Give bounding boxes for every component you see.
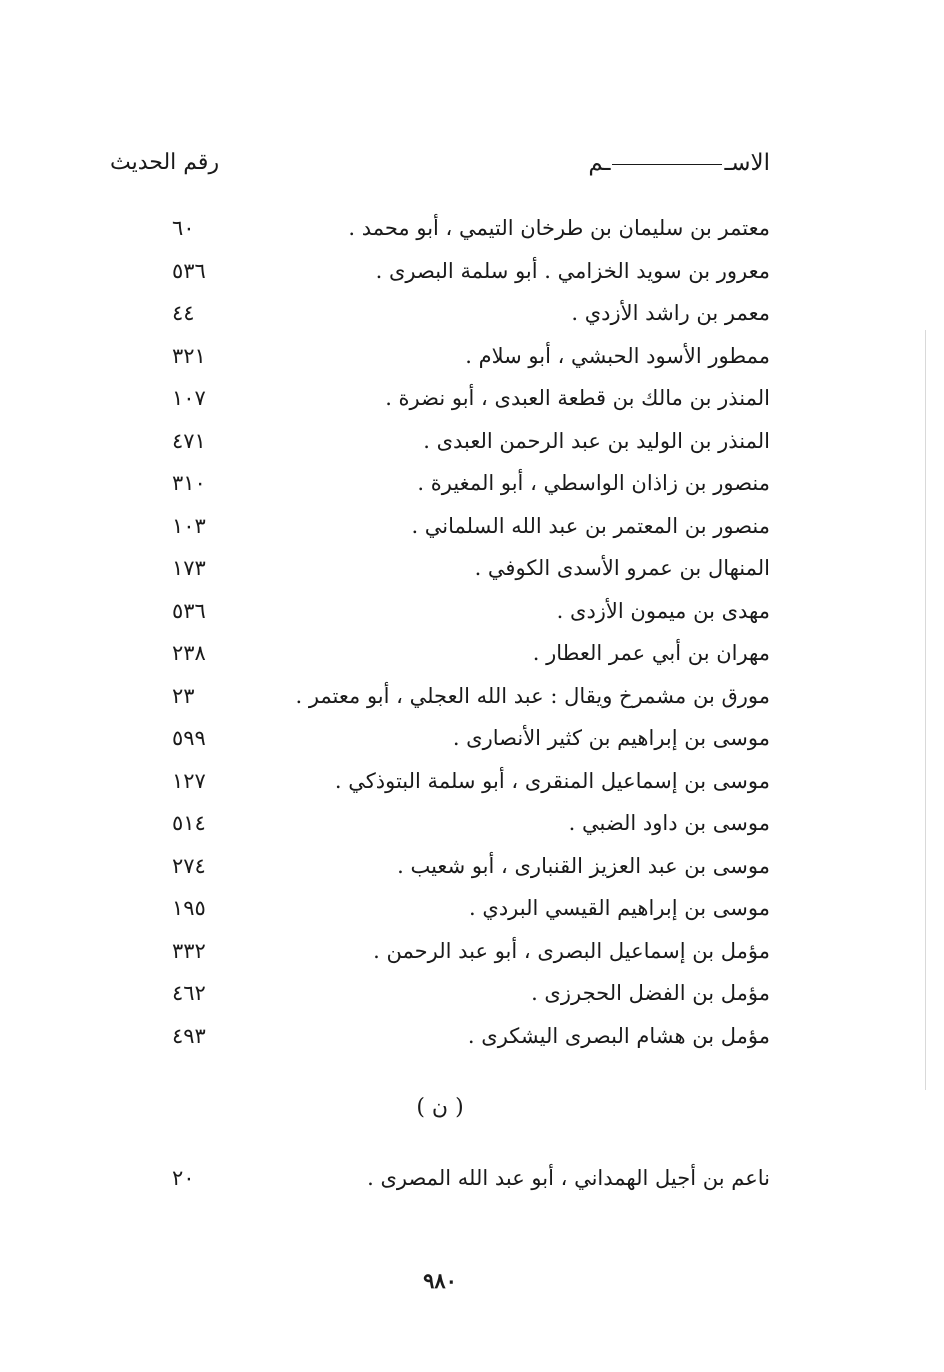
entry-number: ١٩٥ bbox=[172, 896, 206, 920]
entry-number: ٥٣٦ bbox=[172, 598, 206, 623]
entry-number: ٣١٠ bbox=[172, 471, 206, 495]
entry-name: موسى بن إبراهيم بن كثير الأنصارى . bbox=[452, 726, 770, 750]
entry-name: موسى بن عبد العزيز القنبارى ، أبو شعيب . bbox=[397, 853, 770, 878]
entry-number: ١٠٣ bbox=[172, 513, 206, 538]
list-item bbox=[110, 550, 770, 593]
entry-name: مؤمل بن إسماعيل البصرى ، أبو عبد الرحمن . bbox=[373, 938, 770, 963]
heading-tatweel-line bbox=[612, 163, 722, 165]
entry-name: ممطور الأسود الحبشي ، أبو سلام . bbox=[465, 343, 770, 368]
entry-number: ٤٩٣ bbox=[172, 1023, 206, 1048]
entry-number: ٤٧١ bbox=[172, 428, 206, 453]
entry-name: المنذر بن مالك بن قطعة العبدى ، أبو نضرة . bbox=[385, 386, 770, 410]
entry-name: موسى بن إسماعيل المنقرى ، أبو سلمة البتوذكي . bbox=[334, 768, 770, 793]
entry-number: ٥١٤ bbox=[172, 811, 206, 835]
name-heading-end: ـم bbox=[588, 150, 611, 176]
entry-list bbox=[110, 210, 770, 1060]
entry-number: ١٢٧ bbox=[172, 768, 206, 793]
entry-number: ٥٩٩ bbox=[172, 726, 206, 750]
list-item bbox=[110, 805, 770, 848]
entry-number: ٢٣ bbox=[172, 683, 195, 708]
name-column-heading bbox=[588, 150, 770, 176]
entry-number: ١٧٣ bbox=[172, 556, 206, 580]
entry-number: ٣٣٢ bbox=[172, 938, 206, 963]
entry-number: ٢٣٨ bbox=[172, 641, 206, 665]
entry-number: ٢٠ bbox=[172, 1166, 195, 1190]
entry-name: منصور بن المعتمر بن عبد الله السلماني . bbox=[411, 513, 770, 538]
list-item bbox=[110, 380, 770, 423]
entry-name: المنهال بن عمرو الأسدى الكوفي . bbox=[474, 556, 770, 580]
page-number: ٩٨٠ bbox=[423, 1268, 457, 1293]
entry-name: المنذر بن الوليد بن عبد الرحمن العبدى . bbox=[423, 428, 770, 453]
list-item bbox=[110, 593, 770, 636]
entry-name: معمر بن راشد الأزدي . bbox=[571, 301, 770, 325]
list-item bbox=[110, 763, 770, 806]
table-header bbox=[110, 150, 770, 190]
list-item bbox=[110, 1018, 770, 1061]
list-item bbox=[110, 933, 770, 976]
entry-name: معرور بن سويد الخزامي . أبو سلمة البصرى . bbox=[375, 258, 770, 283]
list-item bbox=[110, 890, 770, 933]
list-item bbox=[110, 423, 770, 466]
list-item bbox=[110, 1160, 770, 1203]
list-item bbox=[110, 210, 770, 253]
entry-number: ٤٤ bbox=[172, 301, 195, 325]
section-heading: ( ن ) bbox=[416, 1095, 464, 1120]
entry-name: مؤمل بن هشام البصرى اليشكرى . bbox=[467, 1023, 770, 1048]
list-item bbox=[110, 720, 770, 763]
entry-name: معتمر بن سليمان بن طرخان التيمي ، أبو محمد . bbox=[348, 216, 770, 240]
entry-name: موسى بن داود الضبي . bbox=[568, 811, 770, 835]
entry-number: ١٠٧ bbox=[172, 386, 206, 410]
list-item bbox=[110, 975, 770, 1018]
entry-number: ٣٢١ bbox=[172, 343, 206, 368]
name-heading-start: الاسـ bbox=[724, 150, 770, 176]
entry-number: ٤٦٢ bbox=[172, 981, 206, 1005]
list-item bbox=[110, 338, 770, 381]
entry-name: مهدى بن ميمون الأزدى . bbox=[556, 598, 770, 623]
list-item bbox=[110, 508, 770, 551]
entry-number: ٦٠ bbox=[172, 216, 195, 240]
entry-number: ٢٧٤ bbox=[172, 853, 206, 878]
entry-name: مورق بن مشمرخ ويقال : عبد الله العجلي ، أبو معتمر . bbox=[295, 683, 770, 708]
list-item bbox=[110, 678, 770, 721]
scan-margin-line bbox=[925, 330, 926, 1090]
list-item bbox=[110, 848, 770, 891]
list-item bbox=[110, 635, 770, 678]
entry-number: ٥٣٦ bbox=[172, 258, 206, 283]
entry-name: مؤمل بن الفضل الحجرزى . bbox=[531, 981, 770, 1005]
list-item bbox=[110, 295, 770, 338]
list-item bbox=[110, 465, 770, 508]
entry-name: موسى بن إبراهيم القيسي البردي . bbox=[469, 896, 770, 920]
entry-name: مهران بن أبي عمر العطار . bbox=[532, 641, 770, 665]
number-column-heading: رقم الحديث bbox=[110, 150, 220, 175]
list-item bbox=[110, 253, 770, 296]
entry-name: ناعم بن أجيل الهمداني ، أبو عبد الله المصرى . bbox=[367, 1166, 770, 1190]
entry-name: منصور بن زاذان الواسطي ، أبو المغيرة . bbox=[417, 471, 770, 495]
entry-list-nun bbox=[110, 1160, 770, 1203]
